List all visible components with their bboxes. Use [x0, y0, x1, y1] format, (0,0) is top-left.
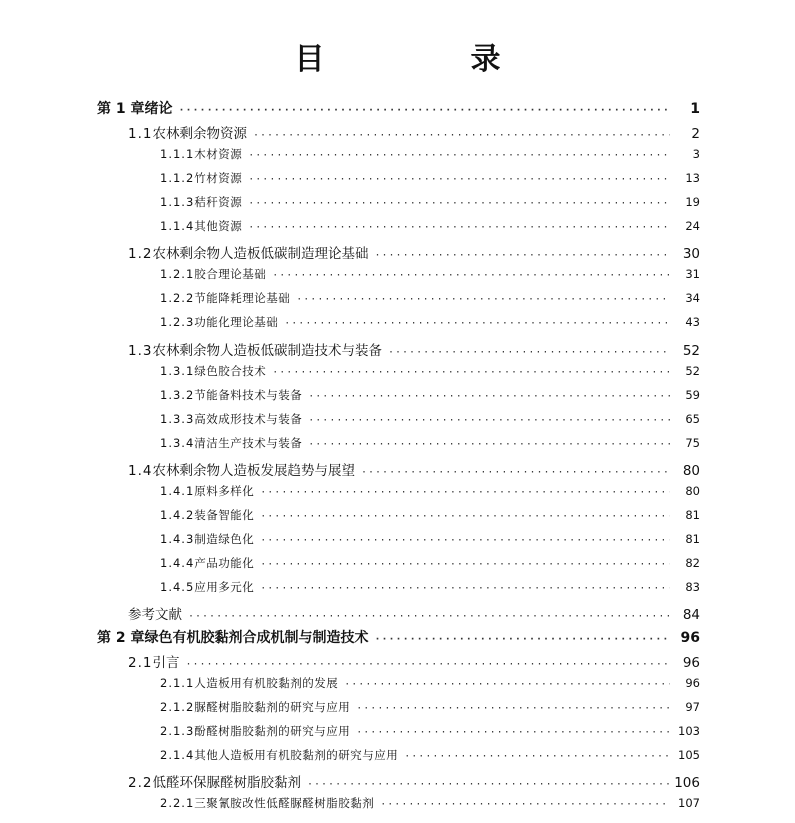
toc-dot-leader [404, 751, 670, 762]
toc-dot-leader [356, 703, 670, 714]
toc-entry-number: 1.1.4 [160, 219, 195, 234]
toc-entry-title: 制造绿色化 [194, 531, 255, 546]
toc-section-entry[interactable] [128, 122, 700, 144]
toc-entry-title: 应用多元化 [194, 580, 255, 594]
toc-entry-number: 2.2 [128, 775, 153, 792]
toc-dot-leader [260, 511, 670, 522]
toc-section-entry[interactable] [128, 339, 700, 361]
toc-entry-number: 1.2 [128, 246, 153, 263]
toc-dot-leader [272, 270, 670, 281]
toc-subsection-entry[interactable] [160, 218, 700, 240]
toc-dot-leader [308, 391, 670, 402]
toc-dot-leader [380, 799, 670, 810]
toc-entry-number: 1.1.1 [160, 147, 195, 162]
toc-entry-title: 农林剩余物人造板发展趋势与展望 [152, 462, 355, 479]
toc-dot-leader [248, 198, 670, 209]
toc-subsection-entry[interactable] [160, 579, 700, 601]
toc-entry-title: 酚醛树脂胶黏剂的研究与应用 [194, 724, 351, 739]
toc-entry-number: 2.1 [128, 655, 153, 672]
toc-page-number: 107 [678, 796, 700, 811]
toc-entry-number: 2.1.2 [160, 700, 195, 715]
toc-page-number: 1 [690, 101, 700, 117]
toc-dot-leader [296, 294, 670, 305]
toc-dot-leader [374, 250, 670, 261]
toc-dot-leader [361, 467, 670, 478]
toc-dot-leader [375, 634, 671, 645]
toc-entry-title: 高效成形技术与装备 [194, 411, 303, 426]
toc-page-number: 80 [685, 483, 700, 498]
toc-dot-leader [260, 559, 670, 570]
toc-page-number: 96 [685, 676, 700, 691]
toc-subsection-entry[interactable] [160, 170, 700, 192]
toc-subsection-entry[interactable] [160, 411, 700, 433]
toc-entry-title: 人造板用有机胶黏剂的发展 [194, 676, 339, 691]
toc-subsection-entry[interactable] [160, 747, 700, 769]
toc-entry-title: 原料多样化 [194, 483, 255, 498]
toc-entry-title: 绿色有机胶黏剂合成机制与制造技术 [144, 630, 369, 647]
toc-dot-leader [248, 222, 670, 233]
toc-entry-title: 其他资源 [194, 219, 243, 234]
toc-entry-title: 胶合理论基础 [194, 267, 267, 282]
toc-entry-number: 第 2 章 [97, 630, 145, 647]
toc-entry-title: 其他人造板用有机胶黏剂的研究与应用 [194, 748, 399, 763]
toc-entry-number: 1.1.3 [160, 195, 195, 210]
toc-page-number: 81 [685, 507, 700, 522]
toc-entry-number: 1.3.2 [160, 387, 195, 402]
toc-page-number: 52 [682, 342, 700, 359]
toc-dot-leader [253, 130, 670, 141]
toc-entry-number: 第 1 章 [97, 101, 145, 117]
toc-entry-number: 1.4.3 [160, 531, 195, 546]
toc-page-number: 97 [685, 700, 700, 715]
toc-page-number: 103 [678, 724, 700, 739]
toc-dot-leader [260, 583, 670, 594]
toc-entry-title: 节能降耗理论基础 [194, 291, 291, 306]
toc-section-entry[interactable] [128, 771, 700, 793]
toc-page-number: 24 [685, 219, 700, 234]
toc-dot-leader [272, 367, 670, 378]
toc-subsection-entry[interactable] [160, 194, 700, 216]
toc-page-number: 65 [685, 411, 700, 426]
toc-dot-leader [308, 439, 670, 450]
toc-page-number: 59 [685, 387, 700, 402]
toc-page-number: 81 [685, 531, 700, 546]
toc-dot-leader [308, 415, 670, 426]
toc-dot-leader [179, 105, 671, 116]
toc-entry-number: 1.3.4 [160, 435, 195, 450]
toc-page-number: 2 [691, 126, 700, 143]
toc-dot-leader [248, 150, 670, 161]
toc-subsection-entry[interactable] [160, 314, 700, 336]
toc-entry-title: 参考文献 [128, 607, 182, 624]
toc-dot-leader [388, 347, 670, 358]
toc-page-number: 19 [685, 195, 700, 210]
toc-entry-number: 1.3.3 [160, 411, 195, 426]
toc-entry-title: 秸秆资源 [194, 195, 243, 210]
toc-entry-number: 2.1.4 [160, 748, 195, 763]
toc-entry-title: 脲醛树脂胶黏剂的研究与应用 [194, 700, 351, 715]
toc-dot-leader [356, 727, 670, 738]
toc-dot-leader [344, 679, 670, 690]
toc-entry-title: 清洁生产技术与装备 [194, 435, 303, 450]
toc-entry-title: 引言 [152, 655, 180, 672]
toc-subsection-entry[interactable] [160, 555, 700, 577]
toc-entry-number: 1.3.1 [160, 363, 195, 378]
toc-section-entry[interactable] [128, 603, 700, 625]
toc-entry-title: 产品功能化 [194, 555, 255, 570]
toc-dot-leader [248, 174, 670, 185]
toc-dot-leader [260, 487, 670, 498]
toc-entry-number: 2.2.1 [160, 796, 195, 811]
toc-dot-leader [188, 611, 670, 622]
toc-page-number: 82 [685, 555, 700, 570]
toc-chapter-entry[interactable] [97, 98, 700, 120]
toc-subsection-entry[interactable] [160, 531, 700, 553]
toc-entry-number: 2.1.1 [160, 676, 195, 691]
toc-page-number: 105 [678, 748, 700, 763]
toc-entry-title: 绿色胶合技术 [194, 363, 267, 378]
toc-dot-leader [284, 318, 670, 329]
toc-dot-leader [307, 779, 670, 790]
toc-page-number: 83 [685, 580, 700, 594]
toc-dot-leader [260, 535, 670, 546]
toc-subsection-entry[interactable] [160, 507, 700, 529]
toc-entry-number: 1.2.1 [160, 267, 195, 282]
toc-page-number: 75 [685, 435, 700, 450]
toc-entry-title: 低醛环保脲醛树脂胶黏剂 [152, 775, 301, 792]
toc-subsection-entry[interactable] [160, 483, 700, 505]
toc-chapter-entry[interactable] [97, 627, 700, 649]
toc-subsection-entry[interactable] [160, 675, 700, 697]
toc-subsection-entry[interactable] [160, 266, 700, 288]
toc-subsection-entry[interactable] [160, 363, 700, 385]
toc-page-number: 106 [674, 775, 700, 792]
toc-entry-title: 功能化理论基础 [194, 315, 279, 330]
toc-page-number: 3 [692, 147, 700, 162]
toc-entry-number: 1.4.1 [160, 483, 195, 498]
toc-entry-title: 节能备料技术与装备 [194, 387, 303, 402]
toc-entry-number: 1.3 [128, 342, 153, 359]
toc-page-number: 96 [680, 630, 700, 647]
toc-dot-leader [185, 659, 670, 670]
toc-page-number: 30 [682, 246, 700, 263]
toc-page-number: 34 [685, 291, 700, 306]
toc-entry-title: 农林剩余物人造板低碳制造理论基础 [152, 246, 369, 263]
toc-subsection-entry[interactable] [160, 290, 700, 312]
toc-section-entry[interactable] [128, 651, 700, 673]
toc-entry-number: 1.2.3 [160, 315, 195, 330]
toc-entry-number: 1.2.2 [160, 291, 195, 306]
toc-entry-number: 1.4 [128, 462, 153, 479]
toc-entry-title: 三聚氰胺改性低醛脲醛树脂胶黏剂 [194, 796, 375, 811]
toc-subsection-entry[interactable] [160, 387, 700, 409]
toc-page-number: 43 [685, 315, 700, 330]
toc-page-number: 13 [685, 171, 700, 186]
toc-entry-number: 1.4.5 [160, 580, 195, 594]
toc-subsection-entry[interactable] [160, 435, 700, 457]
toc-subsection-entry[interactable] [160, 146, 700, 168]
toc-entry-title: 竹材资源 [194, 171, 243, 186]
toc-page-number: 31 [685, 267, 700, 282]
toc-entry-title: 装备智能化 [194, 507, 255, 522]
toc-entry-title: 绪论 [144, 101, 173, 117]
toc-section-entry[interactable] [128, 242, 700, 264]
toc-page-number: 84 [682, 607, 700, 624]
toc-subsection-entry[interactable] [160, 699, 700, 721]
page-title: 目 录 [294, 42, 559, 77]
toc-entry-title: 农林剩余物资源 [152, 126, 247, 143]
toc-page-number: 80 [682, 462, 700, 479]
toc-entry-number: 1.1 [128, 126, 153, 143]
toc-entry-number: 1.4.2 [160, 507, 195, 522]
toc-subsection-entry[interactable] [160, 723, 700, 745]
toc-entry-number: 1.1.2 [160, 171, 195, 186]
toc-section-entry[interactable] [128, 459, 700, 481]
toc-page-number: 96 [682, 655, 700, 672]
toc-entry-title: 农林剩余物人造板低碳制造技术与装备 [152, 342, 382, 359]
toc-subsection-entry[interactable] [160, 795, 700, 817]
toc-entry-number: 1.4.4 [160, 555, 195, 570]
toc-page-number: 52 [685, 363, 700, 378]
toc-entry-title: 木材资源 [194, 147, 243, 162]
toc-entry-number: 2.1.3 [160, 724, 195, 739]
